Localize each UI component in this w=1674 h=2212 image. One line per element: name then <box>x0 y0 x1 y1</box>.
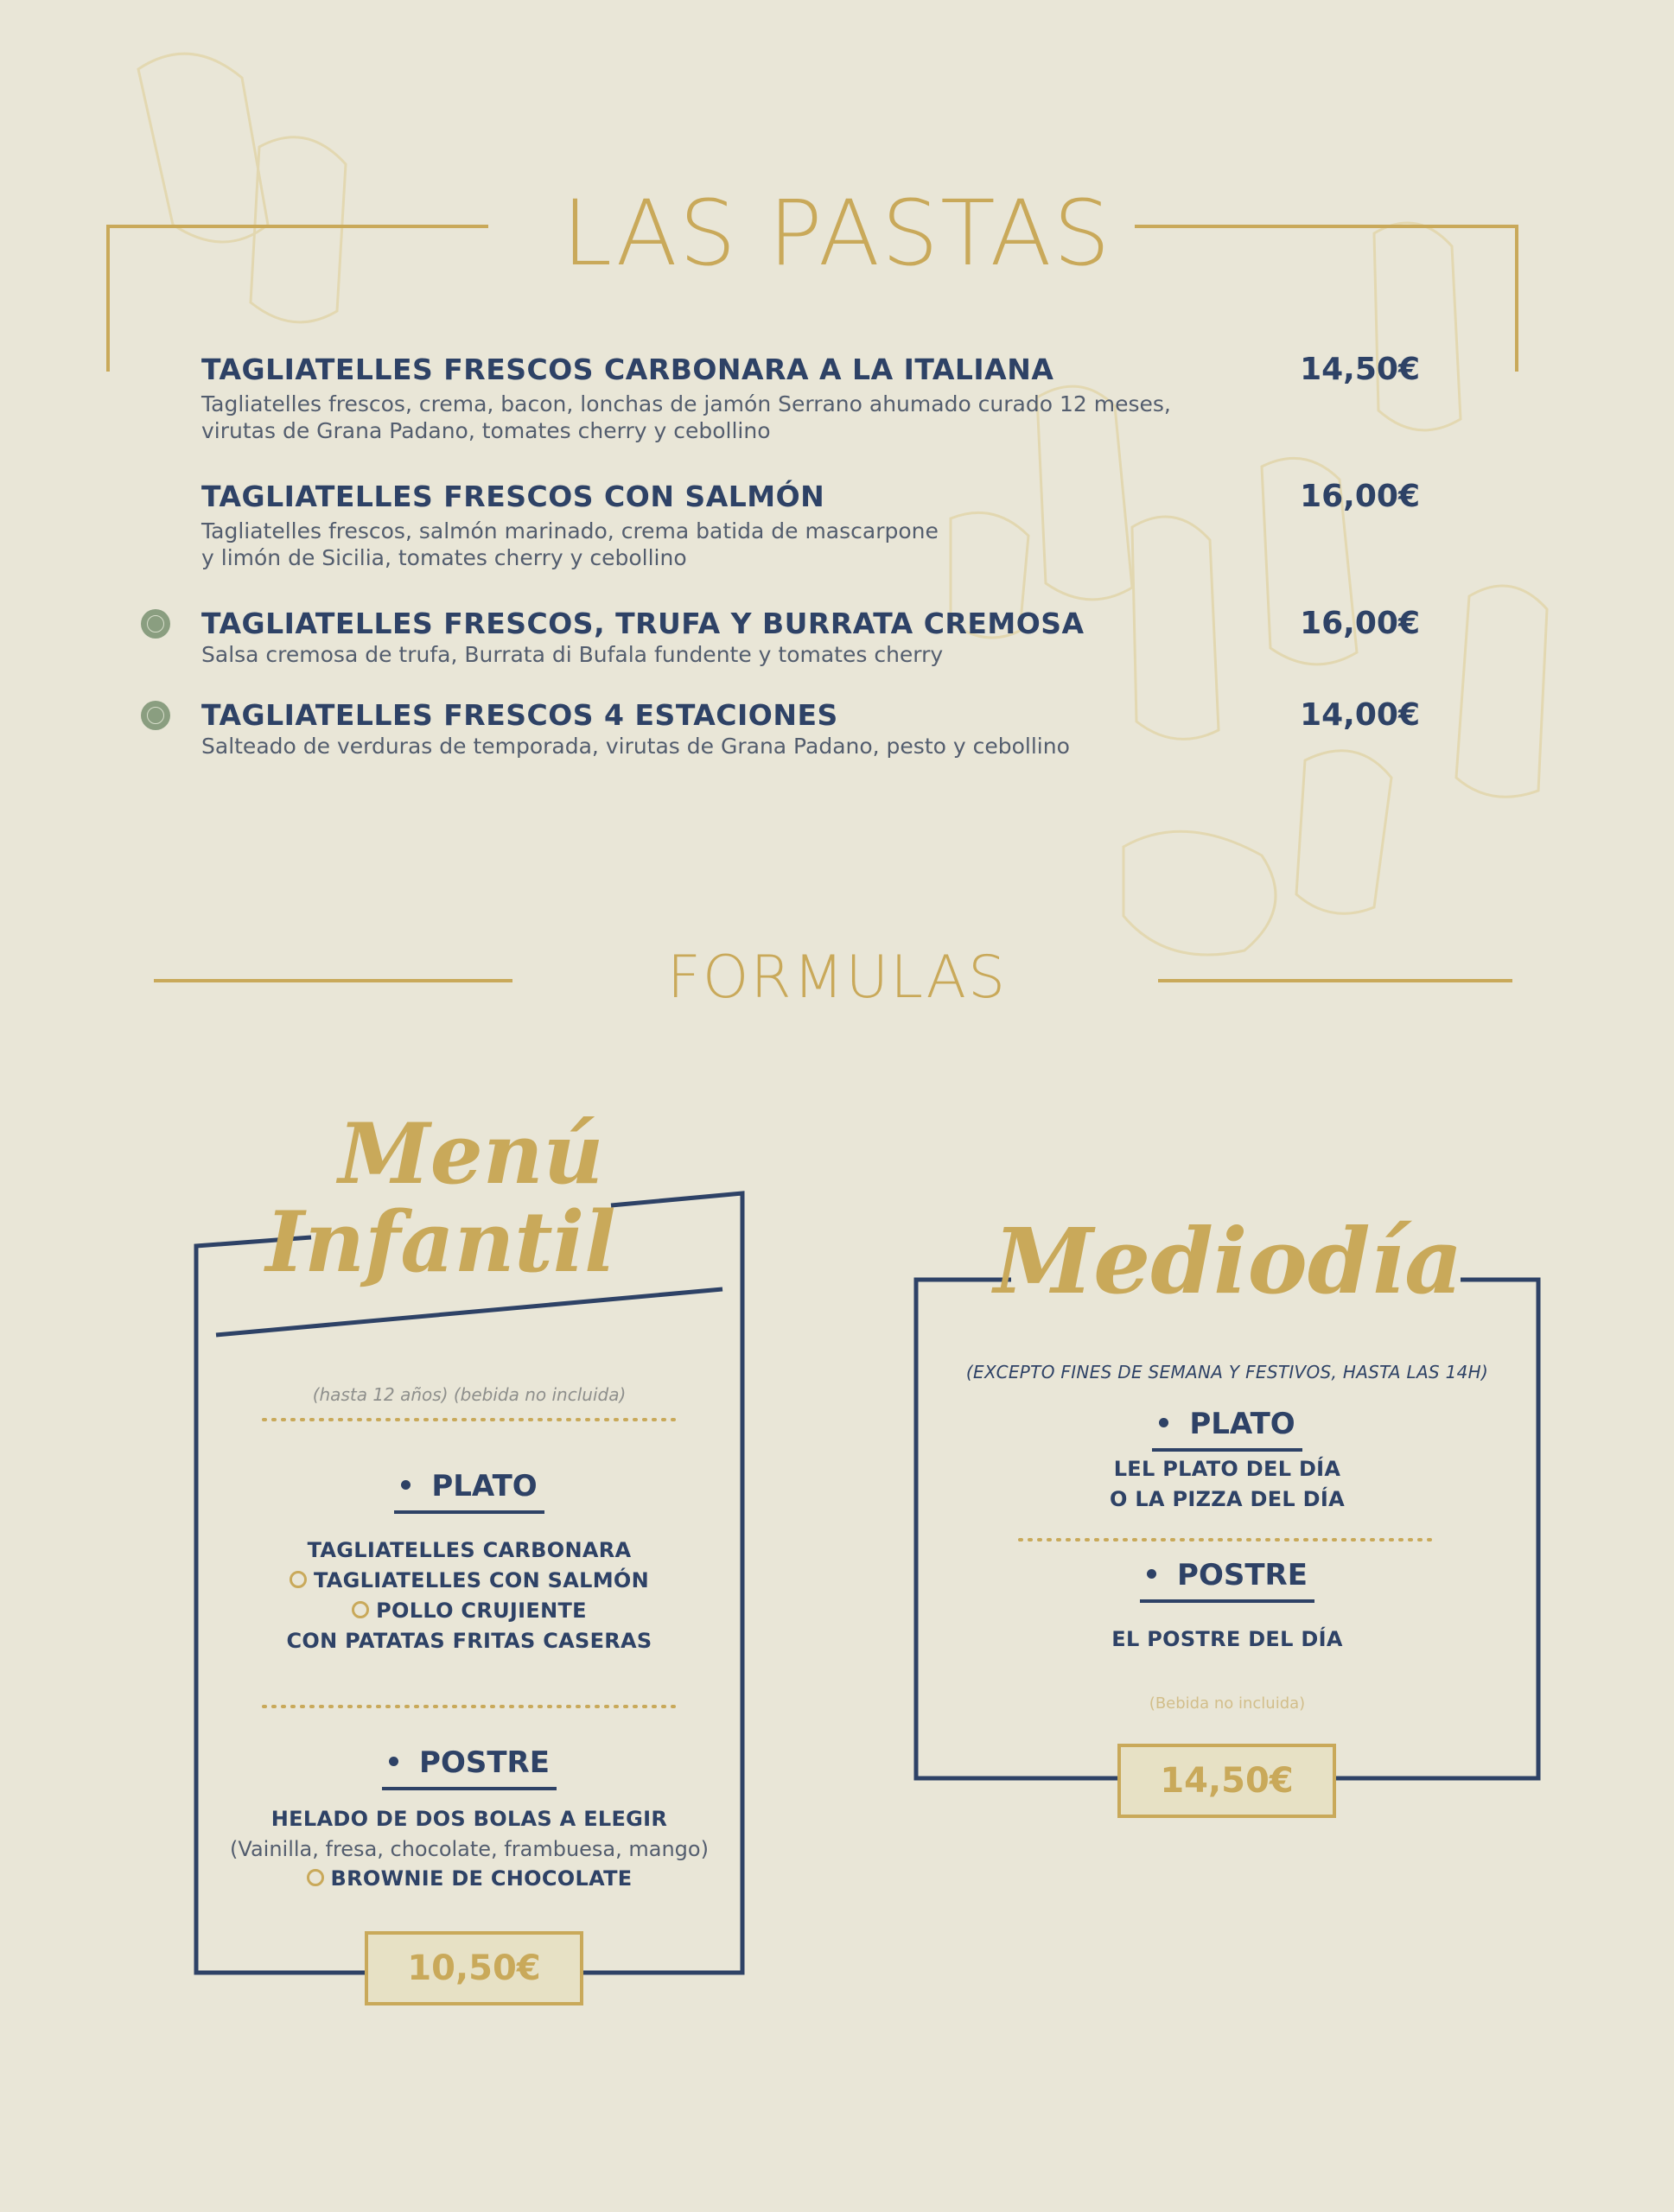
menu-item: BROWNIE DE CHOCOLATE <box>196 1864 742 1894</box>
dish-description-line: virutas de Grana Padano, tomates cherry y cebollino <box>201 418 771 443</box>
infantil-price: 10,50€ <box>365 1931 583 2005</box>
mediodia-plato-items <box>916 1454 1538 1515</box>
option-ring-icon <box>352 1601 369 1618</box>
infantil-note: (hasta 12 años) (bebida no incluida) <box>312 1384 627 1405</box>
postre-label: POSTRE <box>1177 1558 1308 1592</box>
postre-label: POSTRE <box>419 1745 550 1780</box>
option-ring-icon <box>290 1571 307 1588</box>
dish-price: 14,00€ <box>1300 697 1420 733</box>
mediodia-title: Mediodía <box>994 1208 1463 1314</box>
menu-item: O LA PIZZA DEL DÍA <box>1109 1487 1346 1511</box>
menu-infantil-title-line: Infantil <box>265 1193 616 1291</box>
mediodia-bebida-note: (Bebida no incluida) <box>1149 1694 1306 1713</box>
pastas-title: LAS PASTAS <box>562 181 1112 286</box>
vegetarian-icon <box>141 609 170 639</box>
menu-item: HELADO DE DOS BOLAS A ELEGIR <box>271 1807 668 1831</box>
menu-item: CON PATATAS FRITAS CASERAS <box>286 1629 652 1653</box>
dish-description: Salteado de verduras de temporada, virutas de Grana Padano, pesto y cebollino <box>201 734 1070 759</box>
menu-item: TAGLIATELLES CARBONARA <box>307 1538 632 1562</box>
mediodia-postre-items <box>916 1624 1538 1655</box>
infantil-plato-items <box>196 1535 742 1656</box>
mediodia-plato-heading <box>916 1407 1538 1452</box>
menu-infantil-title <box>265 1105 657 1291</box>
mediodia-note: (EXCEPTO FINES DE SEMANA Y FESTIVOS, HASTA LAS 14H) <box>965 1362 1489 1382</box>
option-ring-icon <box>307 1869 324 1886</box>
dish-name: TAGLIATELLES FRESCOS, TRUFA Y BURRATA CREMOSA <box>201 607 1085 640</box>
dish-description-line: Tagliatelles frescos, salmón marinado, crema batida de mascarpone <box>201 518 939 543</box>
menu-item-sub: (Vainilla, fresa, chocolate, frambuesa, mango) <box>230 1837 709 1861</box>
dish-description-line: Tagliatelles frescos, crema, bacon, lonchas de jamón Serrano ahumado curado 12 meses, <box>201 391 1171 416</box>
plato-label: PLATO <box>431 1469 538 1503</box>
menu-item: POLLO CRUJIENTE <box>196 1596 742 1626</box>
dish-price: 14,50€ <box>1300 352 1420 387</box>
dish-description <box>201 391 1238 444</box>
dish-name: TAGLIATELLES FRESCOS 4 ESTACIONES <box>201 698 838 732</box>
dish-name: TAGLIATELLES FRESCOS CON SALMÓN <box>201 480 825 513</box>
infantil-postre-heading <box>196 1745 742 1790</box>
dish-4-estaciones <box>201 698 1420 760</box>
vegetarian-icon <box>141 701 170 730</box>
menu-item: EL POSTRE DEL DÍA <box>1111 1627 1343 1651</box>
menu-item: LEL PLATO DEL DÍA <box>1113 1457 1341 1481</box>
dish-name: TAGLIATELLES FRESCOS CARBONARA A LA ITALIANA <box>201 353 1054 386</box>
formulas-title: FORMULAS <box>666 944 1008 1012</box>
plato-label: PLATO <box>1189 1407 1295 1441</box>
dish-salmon <box>201 480 1420 571</box>
infantil-postre-items <box>196 1804 742 1894</box>
dish-price: 16,00€ <box>1300 479 1420 514</box>
mediodia-postre-heading <box>916 1558 1538 1603</box>
dish-description <box>201 518 1238 571</box>
dish-description: Salsa cremosa de trufa, Burrata di Bufala fundente y tomates cherry <box>201 642 944 667</box>
infantil-plato-heading <box>196 1469 742 1514</box>
dish-description-line: y limón de Sicilia, tomates cherry y cebollino <box>201 545 687 570</box>
menu-item: TAGLIATELLES CON SALMÓN <box>196 1566 742 1596</box>
dish-carbonara <box>201 353 1420 444</box>
dish-trufa-burrata <box>201 607 1420 668</box>
dish-price: 16,00€ <box>1300 606 1420 641</box>
mediodia-price: 14,50€ <box>1117 1744 1336 1818</box>
menu-infantil-title-line: Menú <box>338 1105 604 1203</box>
